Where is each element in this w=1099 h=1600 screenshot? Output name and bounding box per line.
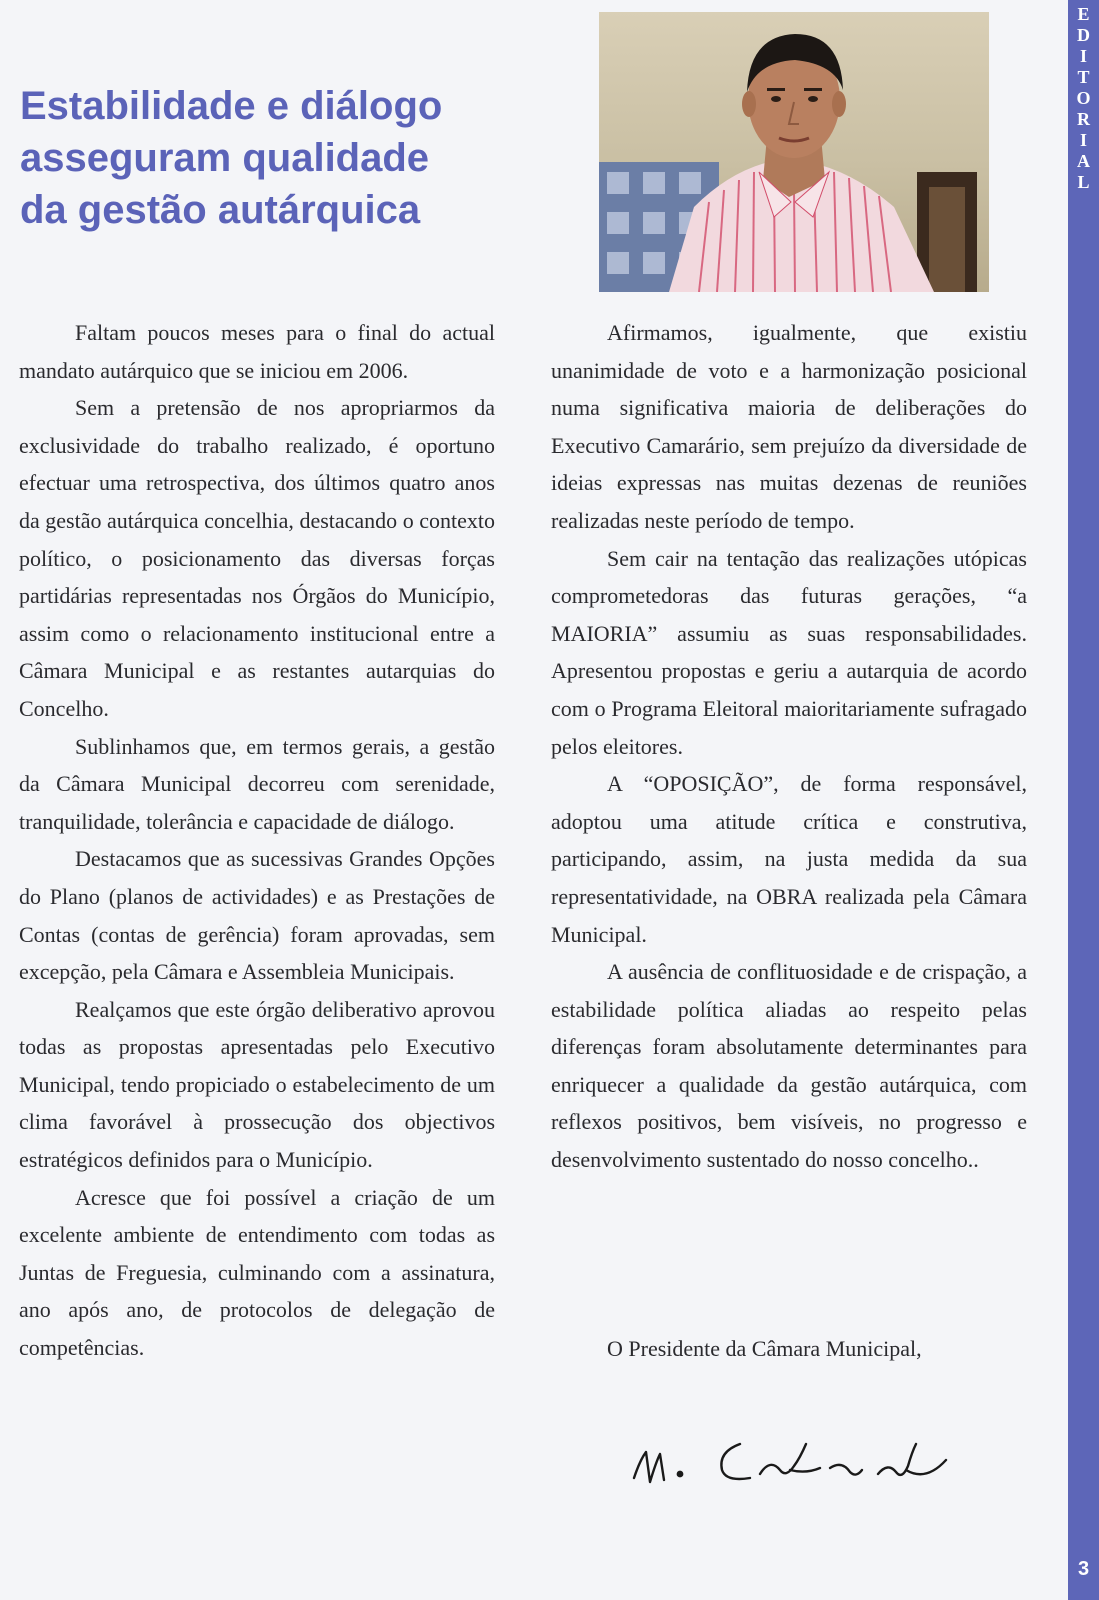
section-label-letter: D (1077, 25, 1090, 45)
article-paragraph: Sublinhamos que, em termos gerais, a gestão da Câmara Municipal decorreu com serenidade, tranquilidade, tolerância e capacidade de diálogo. (19, 733, 495, 834)
section-label-letter: O (1076, 88, 1091, 108)
president-portrait-photo (599, 12, 989, 292)
headline-line: da gestão autárquica (20, 188, 421, 232)
article-paragraph: Afirmamos, igualmente, que existiu unanimidade de voto e a harmonização posicional numa significativa maioria de deliberações do Executivo Camarário, sem prejuízo da diversidade de ideias expressas nas muitas dezenas de reuniões realizadas neste período de tempo. (551, 320, 1027, 533)
article-paragraph: Realçamos que este órgão deliberativo aprovou todas as propostas apresentadas pelo Executivo Municipal, tendo propiciado o estabelecimento de um clima favorável à prossecução dos objectivos estratégicos definidos para o Município. (19, 996, 495, 1173)
section-label-letter: E (1077, 4, 1090, 24)
article-paragraph: Acresce que foi possível a criação de um excelente ambiente de entendimento com todas as Juntas de Freguesia, culminando com a assinatura, ano após ano, de protocolos de delegação de competências. (19, 1184, 495, 1361)
portrait-illustration (599, 12, 989, 292)
headline-line: asseguram qualidade (20, 136, 430, 180)
article-paragraph: A “OPOSIÇÃO”, de forma responsável, adoptou uma atitude crítica e construtiva, participando, assim, na justa medida da sua representatividade, na OBRA realizada pela Câmara Municipal. (551, 771, 1027, 947)
article-paragraph: A ausência de conflituosidade e de crispação, a estabilidade política aliadas ao respeito pelas diferenças foram absolutamente determinantes para enriquecer a qualidade da gestão autárquica, com reflexos positivos, bem visíveis, no progresso e desenvolvimento sustentado do nosso concelho.. (551, 959, 1027, 1173)
section-label-letter: L (1077, 172, 1090, 192)
section-label-letter: R (1077, 109, 1090, 129)
section-label-letter: I (1079, 46, 1087, 66)
article-column-right (551, 314, 1027, 1179)
article-column-left (19, 314, 495, 1367)
article-paragraph: Faltam poucos meses para o final do actual mandato autárquico que se iniciou em 2006. (19, 320, 495, 383)
closing-line: O Presidente da Câmara Municipal, (607, 1336, 922, 1361)
section-label-editorial (1068, 4, 1099, 193)
section-label-letter: T (1077, 67, 1090, 87)
article-paragraph: Destacamos que as sucessivas Grandes Opções do Plano (planos de actividades) e as Prestações de Contas (contas de gerência) foram aprovadas, sem excepção, pela Câmara e Assembleia Municipais. (19, 846, 495, 985)
section-label-letter: A (1077, 151, 1090, 171)
article-paragraph: Sem cair na tentação das realizações utópicas comprometedoras das futuras gerações, “a MAIORIA” assumiu as suas responsabilidades. Apresentou propostas e geriu a autarquia de acordo com o Programa Eleitoral maioritariamente sufragado pelos eleitores. (551, 545, 1027, 759)
article-paragraph: Sem a pretensão de nos apropriarmos da exclusividade do trabalho realizado, é oportuno efectuar uma retrospectiva, dos últimos quatro anos da gestão autárquica concelhia, destacando o contexto político, o posicionamento das diversas forças partidárias representadas nos Órgãos do Município, assim como o relacionamento institucional entre a Câmara Municipal e as restantes autarquias do Concelho. (19, 395, 495, 721)
article-headline (20, 80, 560, 236)
section-label-letter: I (1079, 130, 1087, 150)
headline-line: Estabilidade e diálogo (20, 84, 443, 128)
page-number: 3 (1077, 1558, 1090, 1580)
handwritten-signature (630, 1430, 960, 1500)
section-sidebar (1068, 0, 1099, 1600)
